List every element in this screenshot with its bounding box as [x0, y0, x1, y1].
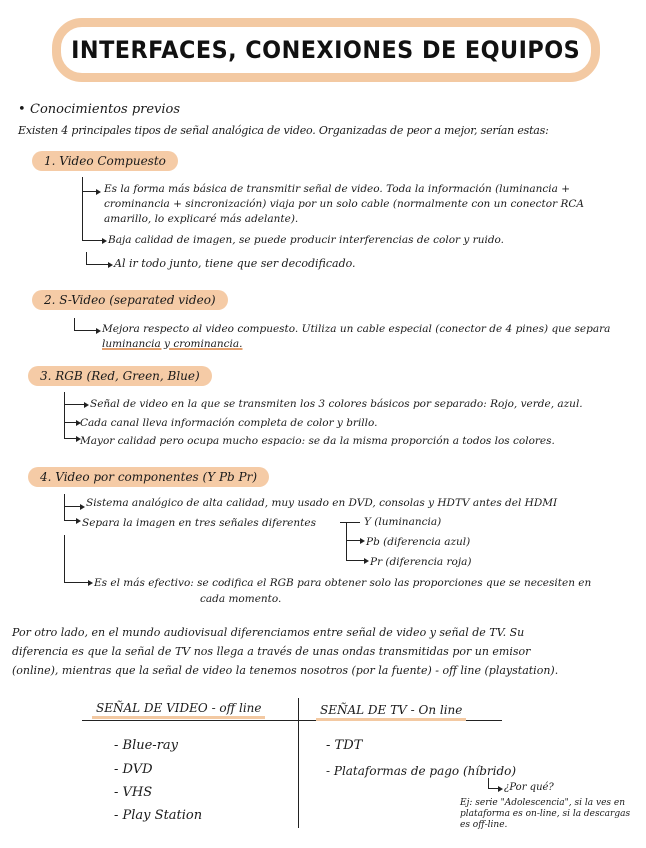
arrow-icon [64, 404, 77, 423]
section-1-line-1: Es la forma más básica de transmitir señal de video. Toda la información (luminancia + [104, 183, 571, 195]
arrow-icon [64, 535, 89, 583]
table-divider-vertical [298, 698, 299, 828]
section-3-line-2: Cada canal lleva información completa de color y brillo. [80, 417, 378, 429]
arrow-icon [74, 318, 97, 331]
list-item: - VHS [114, 785, 153, 800]
arrow-icon [346, 523, 361, 541]
component-pb: Pb (diferencia azul) [366, 536, 471, 548]
page-title: INTERFACES, CONEXIONES DE EQUIPOS [71, 36, 581, 64]
section-2-label: 2. S-Video (separated video) [32, 290, 228, 310]
list-item: - Play Station [114, 808, 203, 823]
component-pr: Pr (diferencia roja) [370, 556, 472, 568]
section-4-line-1: Sistema analógico de alta calidad, muy usado en DVD, consolas y HDTV antes del HDMI [86, 497, 558, 509]
section-4-line-4: cada momento. [200, 593, 282, 605]
section-3-label: 3. RGB (Red, Green, Blue) [28, 366, 212, 386]
list-item: - TDT [326, 738, 363, 753]
section-3-line-1: Señal de video en la que se transmiten los 3 colores básicos por separado: Rojo, verde, azul. [90, 398, 583, 410]
question-note: ¿Por qué? [504, 782, 554, 793]
table-header-video: SEÑAL DE VIDEO - off line [92, 700, 265, 719]
section-2-line-1: Mejora respecto al video compuesto. Utiliza un cable especial (conector de 4 pines) que separa [102, 323, 611, 335]
section-1-line-2: crominancia + sincronización) viaja por un solo cable (normalmente con un conector RCA [104, 198, 584, 210]
paragraph-line-2: diferencia es que la señal de TV nos llega a través de unas ondas transmitidas por un emisor [12, 645, 531, 658]
intro-line: Existen 4 principales tipos de señal analógica de video. Organizadas de peor a mejor, serían estas: [18, 124, 549, 137]
section-4-label: 4. Video por componentes (Y Pb Pr) [28, 467, 269, 487]
bullet-dot: • [18, 102, 26, 117]
arrow-icon [82, 177, 97, 192]
paragraph-line-3: (online), mientras que la señal de video la tenemos nosotros (por la fuente) - off line (playstation). [12, 664, 559, 677]
example-note-line-1: Ej: serie "Adolescencia", si la ves en [460, 798, 625, 808]
table-header-tv: SEÑAL DE TV - On line [316, 702, 466, 721]
paragraph-line-1: Por otro lado, en el mundo audiovisual diferenciamos entre señal de video y señal de TV. Su [12, 626, 525, 639]
list-item: - Blue-ray [114, 738, 179, 753]
list-item: - Plataformas de pago (híbrido) [326, 764, 517, 778]
section-4-line-3: Es el más efectivo: se codifica el RGB para obtener solo las proporciones que se necesiten en [94, 577, 592, 589]
section-1-line-5: Al ir todo junto, tiene que ser decodificado. [114, 257, 356, 270]
section-3-line-3: Mayor calidad pero ocupa mucho espacio: se da la misma proporción a todos los colores. [80, 435, 555, 447]
component-y: Y (luminancia) [364, 516, 442, 528]
example-note-line-2: plataforma es on-line, si la descargas [460, 809, 631, 819]
section-4-line-2: Separa la imagen en tres señales diferentes [82, 517, 316, 529]
arrow-icon [346, 540, 365, 561]
arrow-icon [82, 191, 103, 241]
arrow-icon [488, 778, 499, 789]
section-2-line-2: luminancia y crominancia. [102, 338, 243, 350]
intro-heading: Conocimientos previos [30, 102, 181, 117]
arrow-icon [64, 506, 77, 521]
arrow-icon [64, 422, 77, 439]
section-1-label: 1. Video Compuesto [32, 151, 178, 171]
arrow-icon [86, 252, 109, 265]
example-note-line-3: es off-line. [460, 820, 508, 830]
list-item: - DVD [114, 762, 153, 777]
section-1-line-4: Baja calidad de imagen, se puede producir interferencias de color y ruido. [108, 234, 505, 246]
title-banner [52, 18, 600, 82]
section-1-line-3: amarillo, lo explicaré más adelante). [104, 213, 299, 225]
